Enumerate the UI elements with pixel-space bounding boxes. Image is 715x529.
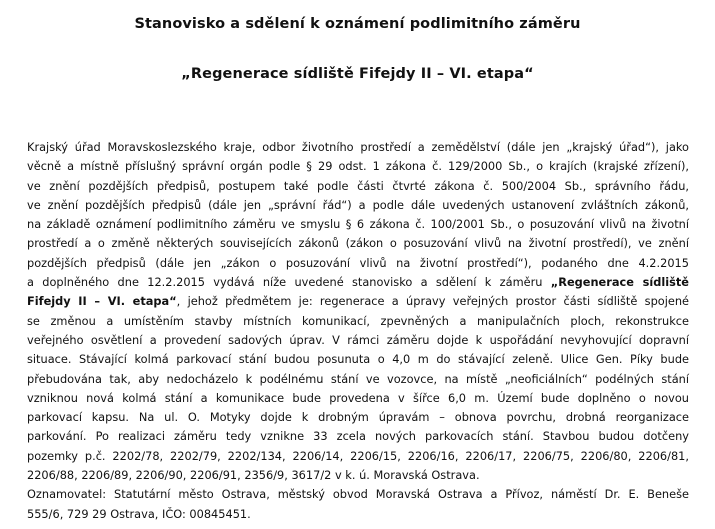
body-line: veřejného osvětlení a provedení sadových úprav. V rámci záměru dojde k uspořádání nevyhovující dopravní [27,332,689,347]
body-line: Krajský úřad Moravskoslezského kraje, odbor životního prostředí a zemědělství (dále jen „krajský úřad“), jako [27,140,689,154]
body-line: 2206/88, 2206/89, 2206/90, 2206/91, 2356/9, 3617/2 v k. ú. Moravská Ostrava. [27,468,480,483]
body-line [27,273,689,292]
body-line: věcně a místně příslušný správní orgán podle § 29 odst. 1 zákona č. 129/2000 Sb., o krajích (krajské zřízení), [27,159,689,174]
project-name-inline: „Regenerace sídliště [550,275,689,290]
body-line: na základě oznámení podlimitního záměru ve smyslu § 6 zákona č. 100/2001 Sb., o posuzování vlivů na životní [27,217,689,232]
statement-body [27,138,689,524]
body-line: se změnou a umístěním stavby místních komunikací, zpevněných a manipulačních ploch, rekonstrukce [27,313,689,328]
body-text-segment: , jehož předmětem je: regenerace a úpravy veřejných prostor části sídliště spojené [176,294,690,309]
body-line: 555/6, 729 29 Ostrava, IČO: 00845451. [27,506,251,521]
project-title: „Regenerace sídliště Fifejdy II – VI. etapa“ [181,66,534,82]
body-line: ve znění pozdějších předpisů (dále jen „správní řád“) a podle dále uvedených ustanovení zvláštních zákonů, [27,197,689,212]
body-line: situace. Stávající kolmá parkovací stání budou posunuta o 4,0 m do stávající zeleně. Ulice Gen. Píky bude [27,352,689,367]
body-line: parkování. Po realizaci záměru tedy vznikne 33 zcela nových parkovacích stání. Stavbou budou dotčeny [27,429,689,444]
body-line: vzniknou nová kolmá stání a komunikace bude provedena v šířce 6,0 m. Území bude doplněno o novou [27,390,689,405]
body-line: přebudována tak, aby nedocházelo k podélnému stání ve vozovce, na místě „neoficiálních“ podélných stání [27,371,689,386]
body-line: ve znění pozdějších předpisů, postupem také podle části čtvrté zákona č. 500/2004 Sb., správního řádu, [27,178,689,193]
body-line: parkovací kapsu. Na ul. O. Motyky dojde k drobným úpravám – obnova povrchu, drobná reorganizace [27,410,689,425]
body-line: prostředí a o změně některých souvisejících zákonů (zákon o posuzování vlivů na životní prostředí), ve znění [27,236,689,251]
body-line: Oznamovatel: Statutární město Ostrava, městský obvod Moravská Ostrava a Přívoz, náměstí Dr. E. Beneše [27,487,689,502]
body-line [27,292,689,311]
body-line: pozdějších předpisů (dále jen „zákon o posuzování vlivů na životní prostředí“), podaného dne 4.2.2015 [27,255,689,270]
project-name-inline: Fifejdy II – VI. etapa“ [27,294,177,309]
document-title: Stanovisko a sdělení k oznámení podlimitního záměru [134,16,581,32]
body-text-segment: a doplněného dne 12.2.2015 vydává níže uvedené stanovisko a sdělení k záměru [27,275,551,290]
body-line: pozemky p.č. 2202/78, 2202/79, 2202/134, 2206/14, 2206/15, 2206/16, 2206/17, 2206/75, 2206/80, 2206/81, [27,448,689,463]
